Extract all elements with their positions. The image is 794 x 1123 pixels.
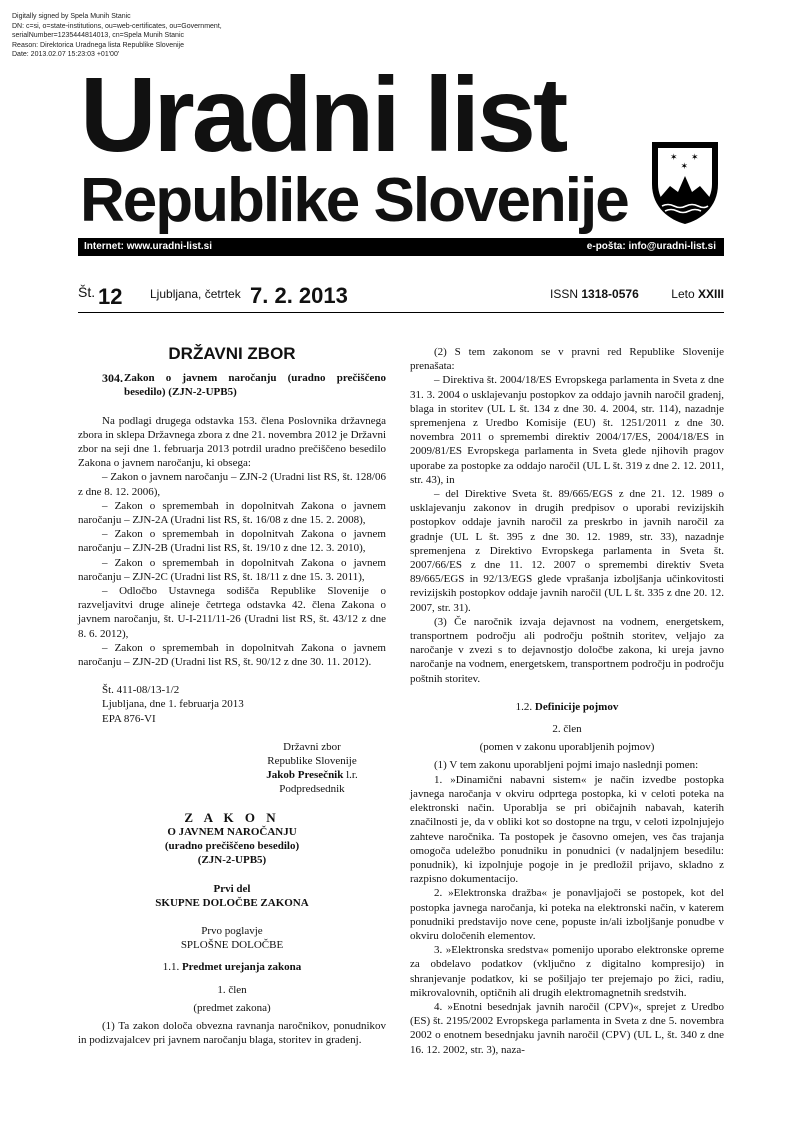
paragraph: (1) V tem zakonu uporabljeni pojmi imajo naslednji pomen: [434,759,699,772]
paragraph: 3. »Elektronska sredstva« pomenijo uporabo elektronske opreme za obdelavo podatkov (vključno z digitalno kompresijo) in shranjevanje podatkov, ki se pošiljajo ter prejemajo po žici, radiu, mikrovalovnih, optičnih ali drugih elektromagnetnih sredstvih. [410,944,724,999]
reference-epa: EPA 876-VI [102,712,156,725]
coat-of-arms-icon [650,140,720,226]
left-column [78,345,386,1047]
svg-text:✶: ✶ [680,162,689,172]
signatory-body: Državni zbor [283,740,341,753]
list-item: – Zakon o spremembah in dopolnitvah Zakona o javnem naročanju – ZJN-2D (Uradni list RS, št. 90/12 z dne 30. 11. 2012). [78,641,386,669]
subsection-title: Definicije pojmov [534,700,619,713]
issn [550,287,639,301]
masthead-subtitle: Republike Slovenije [80,166,628,235]
part-heading: Prvi del [213,882,251,895]
chapter-heading: Prvo poglavje [201,924,263,937]
list-item: – Zakon o javnem naročanju – ZJN-2 (Uradni list RS, št. 128/06 z dne 8. 12. 2006), [78,471,386,498]
signatory-body-2: Republike Slovenije [267,755,357,768]
svg-text:✶: ✶ [670,153,678,163]
law-title: Z A K O N [184,809,280,825]
signature-line: Digitally signed by Spela Munih Stanic [12,13,131,20]
chapter-title: SPLOŠNE DOLOČBE [180,939,284,952]
issn-value: 1318-0576 [581,287,639,301]
paragraph: 4. »Enotni besednjak javnih naročil (CPV)«, sprejet z Uredbo (ES) št. 2195/2002 Evropskega parlamenta in Sveta z dne 5. novembra 2002 o enotnem besednjaku javnih naročil (CPV) (UL L, št. 340 z dne 16. 12. 2002, str. 3), naza- [410,1000,724,1056]
article-paragraph: (1) Ta zakon določa obvezna ravnanja naročnikov, ponudnikov in podizvajalcev pri javnem naročanju blaga, storitev in gradenj. [78,1019,386,1047]
law-subtitle: O JAVNEM NAROČANJU [167,825,297,838]
paragraph: – del Direktive Sveta št. 89/665/EGS z dne 21. 12. 1989 o usklajevanju zakonov in drugih predpisov o uporabi revizijskih postopkov oddaje javnih naročil za preskrbo in javnih naročil za gradnje (UL L št. 395 z dne 30. 12. 1989, str. 33), nazadnje spremenjena z Direktivo Evropskega parlamenta in Sveta št. 2007/66/ES z dne 11. 12. 2007 o spremembi direktiv Sveta 89/665/EGS in 92/13/EGS glede vprašanja izboljšanja učinkovitosti revizijskih postopkov oddaje javnih naročil (UL L št. 335 z dne 20. 12. 2007, str. 31). [410,488,724,614]
article-title: (predmet zakona) [193,1001,271,1014]
law-abbrev: (ZJN-2-UPB5) [197,854,267,867]
paragraph: 1. »Dinamični nabavni sistem« je način izvedbe postopka javnega naročanja v okviru odprtega postopka, ki v celoti poteka na elektronski način. Uporablja se pri običajnih nabavah, katerih značilnosti je, da v obliki kot so dostopne na trgu, v celoti izpolnjujejo zahteve naročnika. Ta postopek je časovno omejen, ves čas trajanja omogoča udeležbo ponudniku in ponudnici (v nadaljnjem besedilu: ponudnik), ki izpolnjuje pogoje in je predložil prijavo, skladno z razpisno dokumentacijo. [410,773,724,886]
signature-line: DN: c=si, o=state-institutions, ou=web-certificates, ou=Government, [12,22,222,30]
digital-signature [12,12,222,60]
section-heading: DRŽAVNI ZBOR [168,344,296,363]
subsection-heading [410,700,724,714]
list-item: – Zakon o spremembah in dopolnitvah Zakona o javnem naročanju – ZJN-2B (Uradni list RS, št. 19/10 z dne 12. 3. 2010), [78,528,386,555]
subsection-number: 1.1. [162,961,180,974]
volume [671,287,724,301]
article-number: 2. člen [552,723,582,736]
law-subtitle-2: (uradno prečiščeno besedilo) [164,840,300,853]
divider [78,312,724,313]
masthead-bar [78,238,724,256]
issue-date: 7. 2. 2013 [250,283,348,308]
signatory-role: Podpredsednik [279,783,345,796]
subsection-heading [78,960,386,974]
issue-line [78,280,724,310]
subsection-title: Predmet urejanja zakona [181,961,302,974]
email-link[interactable]: e-pošta: info@uradni-list.si [586,241,716,252]
article-title: (pomen v zakonu uporabljenih pojmov) [479,741,655,754]
volume-value: XXIII [697,287,724,301]
issue-number-label: Št. [78,284,96,300]
intro-paragraph: Na podlagi drugega odstavka 153. člena Poslovnika državnega zbora in sklepa Državnega zbora z dne 21. novembra 2012 je Državni zbor na seji dne 1. februarja 2013 potrdil uradno prečiščeno besedilo Zakona o javnem naročanju, ki obsega: [78,414,386,470]
paragraph: – Direktiva št. 2004/18/ES Evropskega parlamenta in Sveta z dne 31. 3. 2004 o usklajevanju postopkov za oddajo javnih naročil gradenj, blaga in storitev (UL L št. 134 z dne 30. 4. 2004, str. 114), nazadnje spremenjena z Uredbo Komisije (EU) št. 1251/2011 z dne 30. novembra 2011 o spremembi direktiv 2004/17/ES, 2004/18/ES in 2009/81/ES Evropskega parlamenta in Sveta glede njihovih pragov uporabe za postopke za oddajo naročil (UL L št. 319 z dne 2. 12. 2011, str. 43), in [410,374,724,486]
paragraph: (2) S tem zakonom se v pravni red Republike Slovenije prenašata: [410,346,724,373]
act-title: Zakon o javnem naročanju (uradno prečiščeno besedilo) (ZJN-2-UPB5) [124,372,386,399]
list-item: – Zakon o spremembah in dopolnitvah Zakona o javnem naročanju – ZJN-2C (Uradni list RS, št. 18/11 z dne 15. 3. 2011), [78,556,386,583]
signature-line: Reason: Direktorica Uradnega lista Republike Slovenije [12,41,184,49]
act-number: 304. [102,371,123,386]
part-title: SKUPNE DOLOČBE ZAKONA [155,896,309,909]
right-column [410,345,724,1057]
issue-place-day: Ljubljana, četrtek [150,287,241,301]
issn-label: ISSN [550,287,579,301]
signatory-lr: l.r. [343,769,358,782]
volume-label: Leto [671,287,695,301]
signature-line: Date: 2013.02.07 15:23:03 +01'00' [12,51,120,59]
list-item: – Odločbo Ustavnega sodišča Republike Slovenije o razveljavitvi druge alineje četrtega odstavka 42. člena Zakona o javnem naročanju, št. U-I-211/11-26 (Uradni list RS, št. 43/12 z dne 8. 6. 2012), [78,585,386,640]
article-number: 1. člen [217,983,247,996]
signature-line: serialNumber=1235444814013, cn=Spela Munih Stanic [12,32,185,40]
reference-place-date: Ljubljana, dne 1. februarja 2013 [102,698,244,711]
signatory-name-line [78,768,386,782]
act-heading [78,371,386,399]
masthead-title: Uradni list [80,56,566,174]
paragraph: (3) Če naročnik izvaja dejavnost na vodnem, energetskem, transportnem področju ali področju poštnih storitev, veljajo za naročanje v zvezi s to dejavnostjo določbe zakona, ki ureja javno naročanje na vodnem, energetskem, transportnem področju in področju poštnih storitev. [410,615,724,685]
list-item: – Zakon o spremembah in dopolnitvah Zakona o javnem naročanju – ZJN-2A (Uradni list RS, št. 16/08 z dne 15. 2. 2008), [78,499,386,527]
paragraph: 2. »Elektronska dražba« je ponavljajoči se postopek, kot del postopka javnega naročanja, ki poteka na elektronski način, v katerem ponudniki predstavijo nove cene, popuste in/ali izboljšanje ponudbe v okviru določenih elementov. [410,887,724,942]
issue-number: 12 [98,284,123,309]
subsection-number: 1.2. [515,700,533,713]
reference-number: Št. 411-08/13-1/2 [102,684,180,697]
signatory-name: Jakob Presečnik [266,769,344,782]
website-link[interactable]: Internet: www.uradni-list.si [84,241,212,252]
svg-text:✶: ✶ [691,153,699,163]
